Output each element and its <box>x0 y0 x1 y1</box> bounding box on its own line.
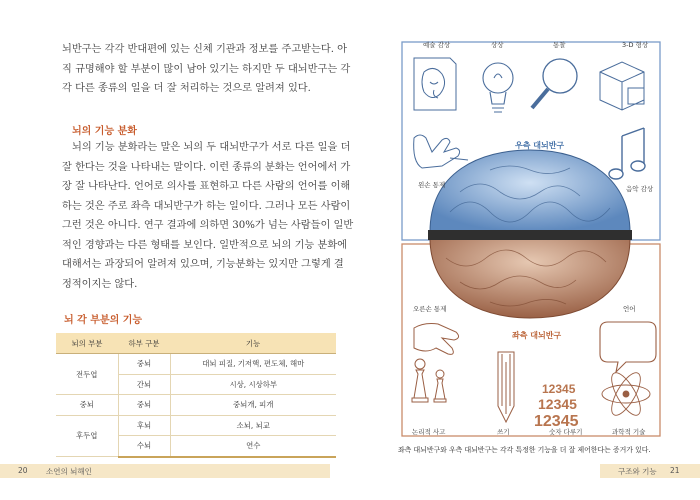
footer-title-left: 소연의 뇌해인 <box>46 467 92 476</box>
specialization-paragraph <box>62 138 380 294</box>
label-right-hand: 오른손 통제 <box>413 305 447 313</box>
body-line: 그런 것은 아니다. 연구 결과에 의하면 30%가 넘는 사람들이 일반 <box>62 220 354 231</box>
intro-line: 직 규명해야 할 부분이 많이 남아 있기는 하지만 두 대뇌반구는 각 <box>62 63 351 75</box>
label-3d: 3-D 형상 <box>622 41 649 49</box>
numbers-line: 12345 <box>542 382 576 396</box>
body-line: 대해서는 과장되어 알려져 있으며, 기능분화는 있지만 그렇게 결 <box>62 259 344 270</box>
table-cell-sub: 중뇌 <box>118 395 170 416</box>
numbers-line: 12345 <box>538 396 577 412</box>
figure-caption: 좌측 대뇌반구와 우측 대뇌반구는 각각 특정한 기능을 더 잘 제어한다는 증거가 있다. <box>398 446 651 454</box>
table-cell-part: 후두엽 <box>56 415 118 457</box>
header-cell: 하부 구분 <box>118 333 170 354</box>
body-line: 뇌의 기능 분화라는 말은 뇌의 두 대뇌반구가 서로 다른 일을 더 <box>72 142 351 153</box>
header-cell: 뇌의 부분 <box>56 333 118 354</box>
table-row <box>56 354 336 375</box>
body-line: 잘 한다는 것을 나타내는 말이다. 이런 종류의 분화는 언어에서 가 <box>62 161 351 173</box>
section-heading-brain-parts: 뇌 각 부분의 기능 <box>64 315 143 326</box>
cube-icon <box>600 62 644 110</box>
table-cell-sub: 간뇌 <box>118 374 170 395</box>
table-cell-func: 소뇌, 뇌교 <box>170 415 336 436</box>
table-row <box>56 415 336 436</box>
table-header-row <box>56 333 336 354</box>
atom-icon <box>602 369 650 420</box>
label-science: 과학적 기술 <box>612 428 646 436</box>
intro-line: 각 다른 종류의 일을 더 잘 처리하는 것으로 알려져 있다. <box>62 83 311 94</box>
intro-paragraph <box>62 40 380 99</box>
left-hemisphere-label: 좌측 대뇌반구 <box>512 331 562 340</box>
table-cell-func: 연수 <box>170 436 336 457</box>
label-numbers: 숫자 다루기 <box>549 428 583 436</box>
table-cell-sub: 수뇌 <box>118 436 170 457</box>
footer-title-right: 구조와 기능 <box>618 467 657 476</box>
art-portrait-icon <box>414 58 456 110</box>
numbers-line: 12345 <box>534 413 579 430</box>
table-cell-sub: 후뇌 <box>118 415 170 436</box>
table-row <box>56 395 336 416</box>
brain-function-table <box>56 333 336 458</box>
brain-illustration <box>428 150 632 318</box>
page-number-left: 20 <box>18 466 28 475</box>
left-hand-icon <box>414 135 468 168</box>
label-left-hand: 왼손 통제 <box>418 181 446 189</box>
page-number-right: 21 <box>670 466 680 475</box>
header-cell: 기능 <box>170 333 336 354</box>
label-art: 예술 감상 <box>423 41 451 49</box>
table-cell-part: 중뇌 <box>56 395 118 416</box>
label-language: 언어 <box>623 305 636 313</box>
hemisphere-figure <box>390 32 670 442</box>
body-line: 적인 경향과는 다른 형태를 보인다. 일반적으로 뇌의 기능 분화에 <box>62 239 348 251</box>
music-note-icon <box>609 128 645 179</box>
label-writing: 쓰기 <box>497 428 510 436</box>
pen-nib-icon <box>498 352 514 422</box>
body-line: 장 잘 나타난다. 언어로 의사를 표현하고 다른 사람의 언어를 이해 <box>62 181 351 192</box>
label-logic: 논리적 사고 <box>412 428 446 436</box>
body-line: 정적이지는 않다. <box>62 278 138 290</box>
table-cell-func: 시상, 시상하부 <box>170 374 336 395</box>
label-imagination: 상상 <box>491 41 504 49</box>
lightbulb-icon <box>483 63 513 112</box>
table-cell-sub: 중뇌 <box>118 354 170 375</box>
speech-bubble-icon <box>600 322 656 372</box>
right-hand-icon <box>414 324 459 355</box>
intro-line: 뇌반구는 각각 반대편에 있는 신체 기관과 정보를 주고받는다. 아 <box>62 44 348 55</box>
right-hemisphere-label: 우측 대뇌반구 <box>515 141 565 150</box>
body-line: 하는 것은 주로 좌측 대뇌반구가 하는 일이다. 그러나 모든 사람이 <box>62 200 351 212</box>
table-cell-func: 대뇌 피질, 기저핵, 편도체, 해마 <box>170 354 336 375</box>
table-cell-part: 전두엽 <box>56 354 118 395</box>
magnifier-icon <box>532 59 577 108</box>
chess-pieces-icon <box>412 359 446 402</box>
label-insight: 통찰 <box>553 41 566 49</box>
label-music: 음악 감상 <box>626 185 654 193</box>
table-cell-func: 중뇌개, 피개 <box>170 395 336 416</box>
section-heading-brain-specialization: 뇌의 기능 분화 <box>72 126 137 137</box>
